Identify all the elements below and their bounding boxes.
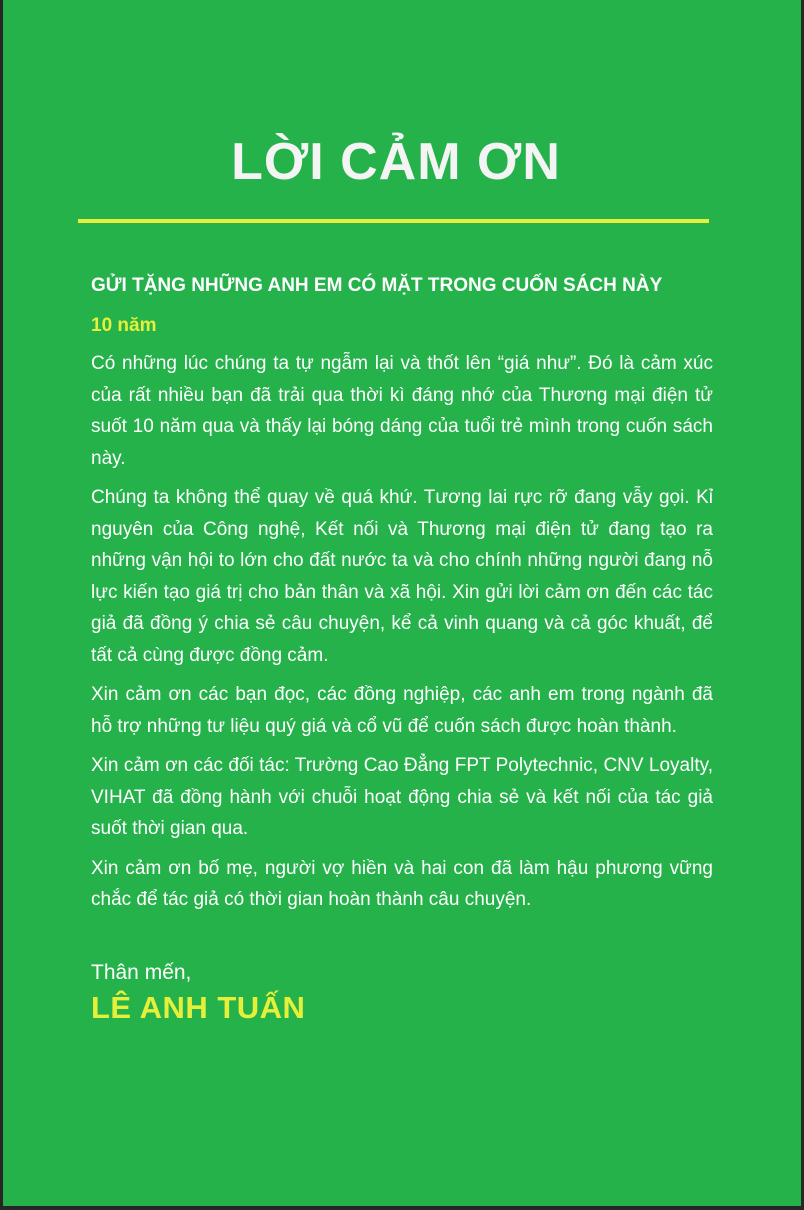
paragraph: Xin cảm ơn bố mẹ, người vợ hiền và hai con đã làm hậu phương vững chắc để tác giả có thời gian hoàn thành câu chuyện. <box>91 857 713 910</box>
acknowledgement-page <box>3 0 801 1206</box>
section-subheading: 10 năm <box>91 315 157 336</box>
author-signature: LÊ ANH TUẤN <box>91 990 306 1025</box>
content-body <box>91 272 713 924</box>
page-title: LỜI CẢM ƠN <box>231 133 561 191</box>
closing-salutation: Thân mến, <box>91 961 192 984</box>
paragraph: Xin cảm ơn các đối tác: Trường Cao Đẳng FPT Polytechnic, CNV Loyalty, VIHAT đã đồng hành với chuỗi hoạt động chia sẻ và kết nối của tác giả suốt thời gian qua. <box>91 755 713 839</box>
title-divider <box>78 219 709 223</box>
paragraph: Có những lúc chúng ta tự ngẫm lại và thốt lên “giá như”. Đó là cảm xúc của rất nhiều bạn đã trải qua thời kì đáng nhớ của Thương mại điện tử suốt 10 năm qua và thấy lại bóng dáng của tuổi trẻ mình trong cuốn sách này. <box>91 353 713 469</box>
dedication-heading: GỬI TẶNG NHỮNG ANH EM CÓ MẶT TRONG CUỐN SÁCH NÀY <box>91 275 663 296</box>
paragraph: Xin cảm ơn các bạn đọc, các đồng nghiệp, các anh em trong ngành đã hỗ trợ những tư liệu quý giá và cổ vũ để cuốn sách được hoàn thành. <box>91 684 713 737</box>
paragraph: Chúng ta không thể quay về quá khứ. Tương lai rực rỡ đang vẫy gọi. Kỉ nguyên của Công nghệ, Kết nối và Thương mại điện tử đang tạo ra những vận hội to lớn cho đất nước ta và cho chính những người đang nỗ lực kiến tạo giá trị cho bản thân và xã hội. Xin gửi lời cảm ơn đến các tác giả đã đồng ý chia sẻ câu chuyện, kể cả vinh quang và cả góc khuất, để tất cả cùng được đồng cảm. <box>91 487 713 666</box>
